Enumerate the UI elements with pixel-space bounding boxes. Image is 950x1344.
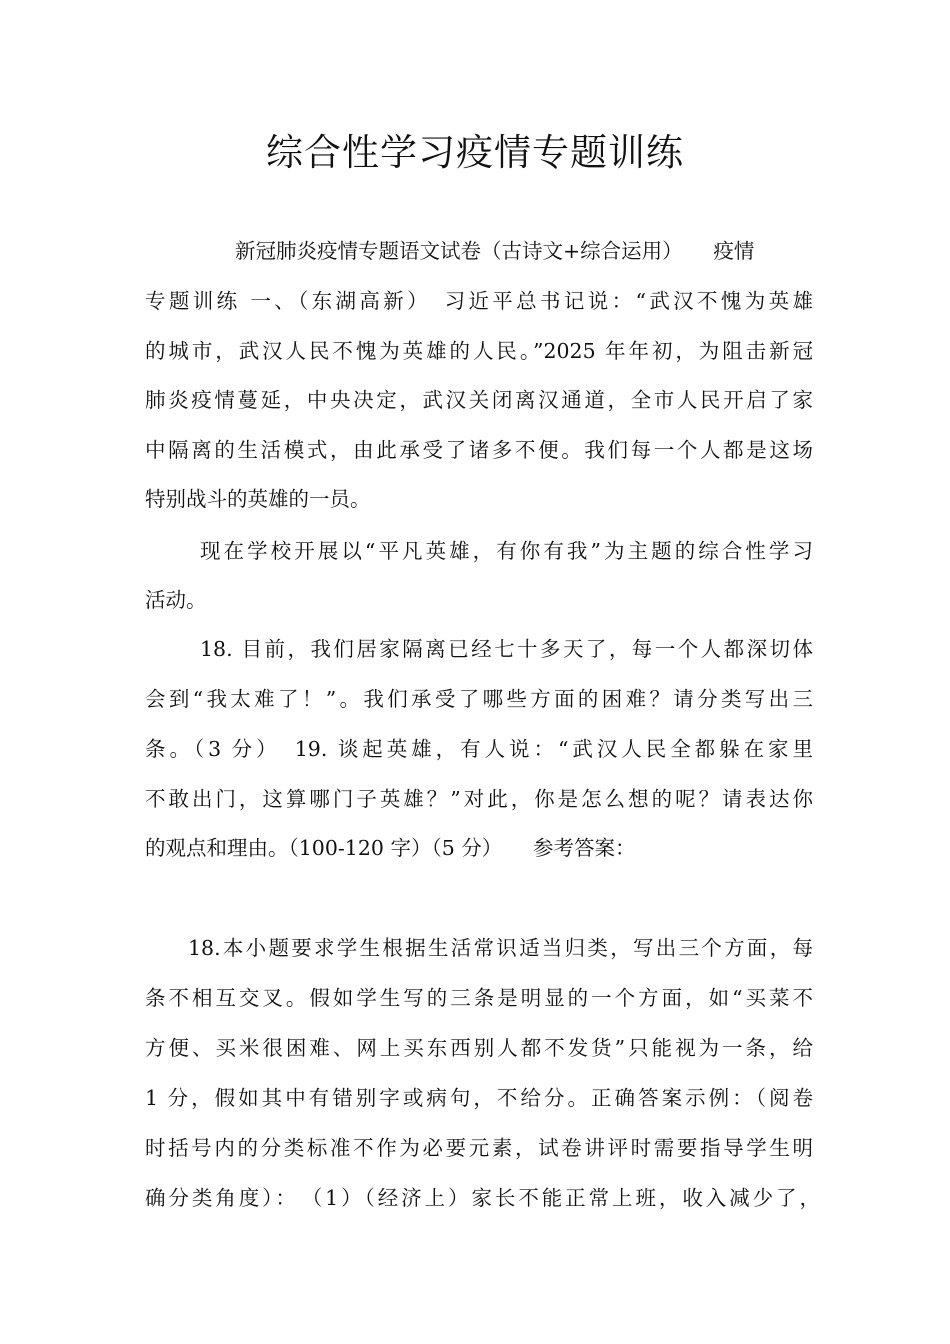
text-line: 18.本小题要求学生根据生活常识适当归类，写出三个方面，每	[188, 936, 813, 960]
text-line: 不敢出门，这算哪门子英雄？”对此，你是怎么想的呢？请表达你	[145, 787, 813, 811]
text-line: 条。（3 分） 19. 谈起英雄，有人说：“武汉人民全都躲在家里	[145, 737, 813, 761]
text-line: 会到“我太难了！”。我们承受了哪些方面的困难？请分类写出三	[145, 687, 813, 711]
text-line: 时括号内的分类标准不作为必要元素，试卷讲评时需要指导学生明	[145, 1136, 813, 1160]
document-title: 综合性学习疫情专题训练	[266, 131, 684, 174]
text-line: 条不相互交叉。假如学生写的三条是明显的一个方面，如“买菜不	[145, 986, 813, 1010]
text-line: 方便、买米很困难、网上买东西别人都不发货”只能视为一条，给	[145, 1036, 813, 1060]
text-line: 的城市，武汉人民不愧为英雄的人民。”2025 年年初，为阻击新冠	[145, 339, 813, 363]
text-line: 特别战斗的英雄的一员。	[145, 487, 371, 511]
text-line: 现在学校开展以“平凡英雄，有你有我”为主题的综合性学习	[200, 539, 813, 563]
text-line: 中隔离的生活模式，由此承受了诸多不便。我们每一个人都是这场	[145, 438, 813, 462]
text-line: 新冠肺炎疫情专题语文试卷（古诗文+综合运用） 疫情	[235, 239, 755, 263]
text-line: 的观点和理由。（100-120 字）（5 分） 参考答案：	[145, 836, 636, 860]
text-line: 确分类角度）： （1）（经济上）家长不能正常上班，收入减少了，	[145, 1186, 820, 1210]
text-line: 1 分，假如其中有错别字或病句，不给分。正确答案示例：（阅卷	[145, 1086, 813, 1110]
text-line: 活动。	[145, 588, 207, 612]
text-line: 18. 目前，我们居家隔离已经七十多天了，每一个人都深切体	[200, 637, 813, 661]
text-line: 专题训练 一、（东湖高新） 习近平总书记说：“武汉不愧为英雄	[145, 289, 813, 313]
text-line: 肺炎疫情蔓延，中央决定，武汉关闭离汉通道，全市人民开启了家	[145, 388, 813, 412]
